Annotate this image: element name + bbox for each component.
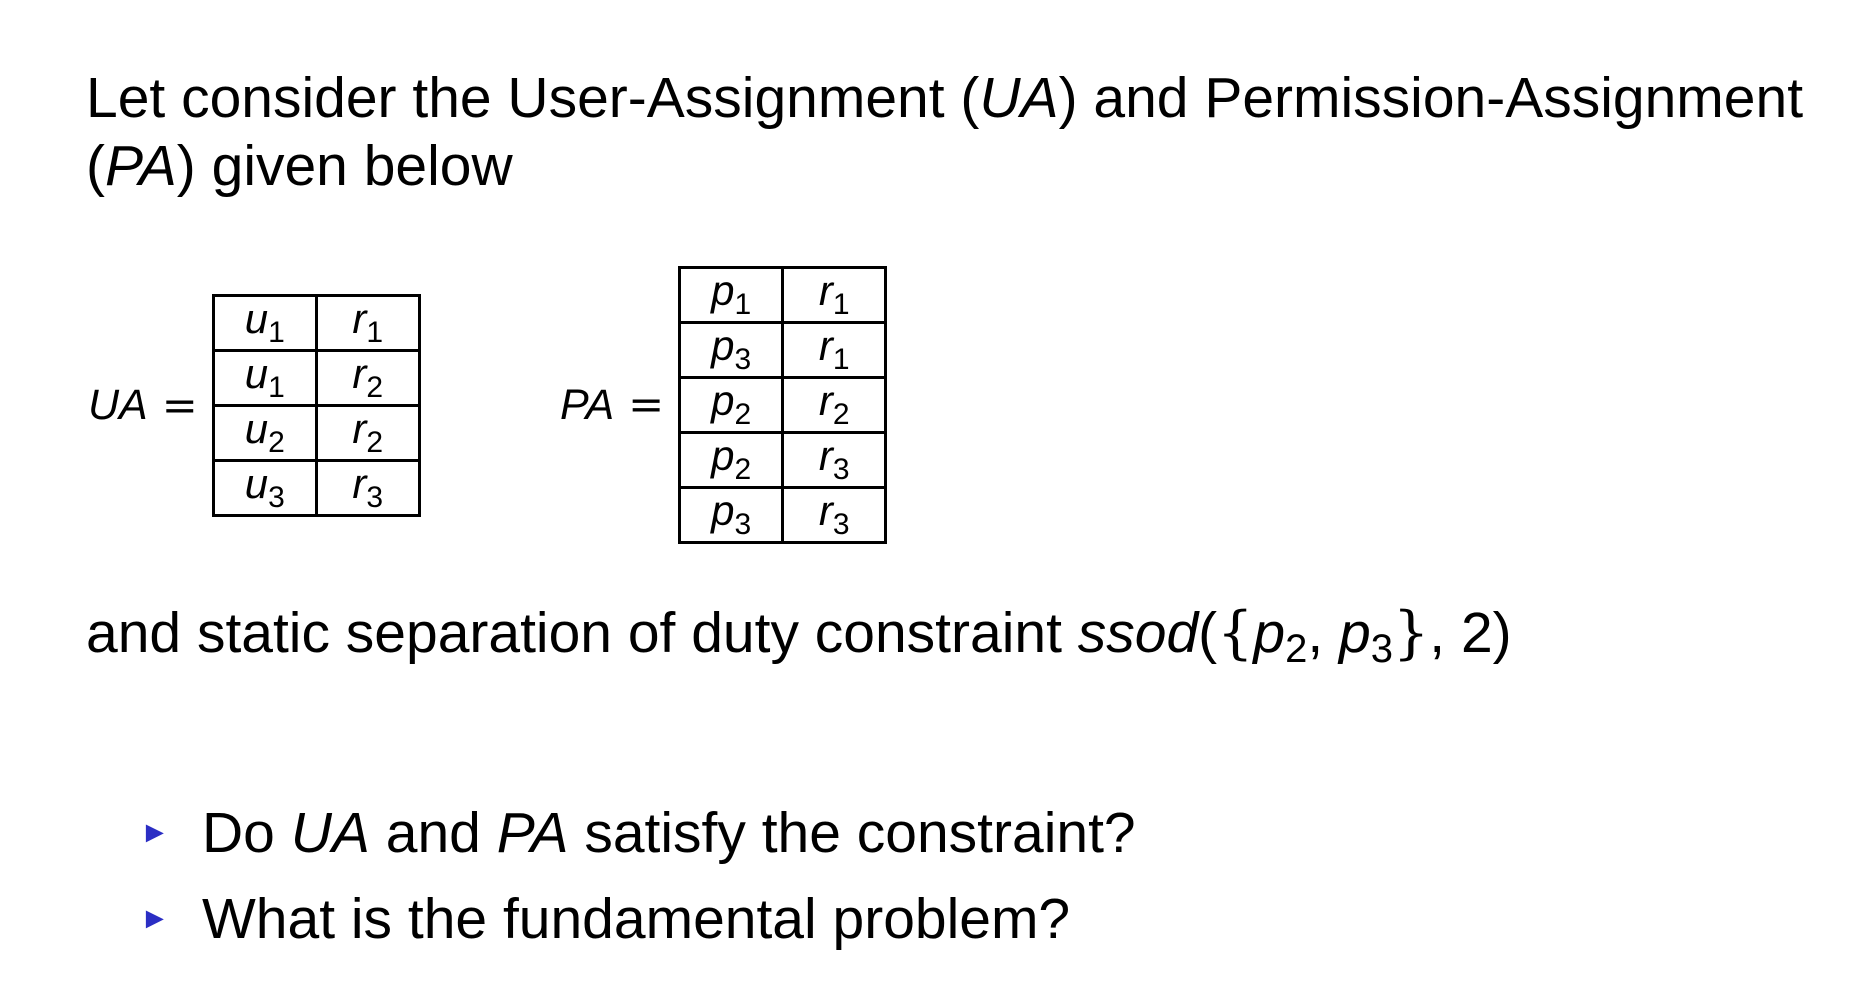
table-row — [680, 488, 886, 543]
table-cell — [680, 488, 783, 543]
ua-table — [212, 294, 421, 517]
cell-subscript: 2 — [832, 398, 850, 431]
table-cell — [783, 488, 886, 543]
table-cell — [680, 268, 783, 323]
cell-subscript: 3 — [832, 453, 850, 486]
cell-subscript: 2 — [734, 398, 752, 431]
table-row — [680, 433, 886, 488]
intro-text-part: ) and Permission-Assignment — [1058, 66, 1804, 130]
table-cell — [680, 378, 783, 433]
cell-symbol: r — [818, 487, 833, 534]
paren-close: ) — [1492, 601, 1512, 665]
table-cell — [680, 433, 783, 488]
cell-subscript: 3 — [832, 508, 850, 541]
triangle-bullet-icon: ► — [140, 816, 170, 849]
pa-relation — [560, 266, 887, 544]
table-row — [680, 268, 886, 323]
brace-close: } — [1393, 600, 1430, 666]
table-cell — [783, 378, 886, 433]
cell-symbol: r — [352, 405, 367, 452]
comma: , — [1307, 601, 1340, 665]
brace-open: { — [1217, 600, 1254, 666]
question-text-part: satisfy the constraint? — [568, 801, 1136, 865]
table-row — [213, 296, 419, 351]
intro-text — [86, 64, 1826, 200]
cell-subscript: 1 — [832, 288, 850, 321]
intro-line-1 — [86, 64, 1826, 132]
ssod-function: ssod — [1077, 601, 1199, 665]
table-cell — [213, 296, 316, 351]
question-text-part: Do — [202, 801, 275, 865]
perm-subscript: 2 — [1285, 627, 1308, 671]
cell-subscript: 3 — [366, 481, 384, 514]
perm-symbol: p — [1339, 601, 1371, 665]
table-row — [213, 461, 419, 516]
cell-symbol: r — [352, 350, 367, 397]
cell-symbol: r — [818, 322, 833, 369]
table-row — [680, 323, 886, 378]
cardinality-number: 2 — [1460, 601, 1493, 665]
perm-subscript: 3 — [1370, 627, 1393, 671]
cell-subscript: 1 — [366, 316, 384, 349]
cell-symbol: p — [711, 487, 735, 534]
table-cell — [213, 461, 316, 516]
cell-symbol: p — [711, 322, 735, 369]
table-cell — [783, 268, 886, 323]
cell-symbol: u — [244, 295, 269, 342]
table-row — [213, 351, 419, 406]
pa-symbol: PA — [104, 134, 177, 198]
table-cell — [680, 323, 783, 378]
constraint-text: and static separation of duty constraint — [86, 601, 1078, 665]
pa-label: PA — [560, 380, 615, 429]
comma: , — [1429, 601, 1461, 665]
table-row — [213, 406, 419, 461]
cell-symbol: r — [818, 267, 833, 314]
cell-symbol: r — [352, 295, 367, 342]
table-cell — [213, 351, 316, 406]
table-cell — [213, 406, 316, 461]
list-item — [140, 876, 1136, 962]
triangle-bullet-icon: ► — [140, 902, 170, 935]
table-cell — [783, 323, 886, 378]
cell-symbol: r — [818, 377, 833, 424]
cell-subscript: 3 — [734, 508, 752, 541]
list-item — [140, 790, 1136, 876]
pa-table — [678, 266, 887, 544]
table-cell — [316, 351, 419, 406]
cell-subscript: 1 — [734, 288, 752, 321]
table-row — [680, 378, 886, 433]
paren-open: ( — [1198, 601, 1218, 665]
pa-symbol: PA — [496, 801, 569, 865]
cell-subscript: 2 — [366, 371, 384, 404]
ua-relation — [88, 294, 421, 517]
cell-symbol: u — [244, 460, 269, 507]
cell-subscript: 1 — [832, 343, 850, 376]
cell-subscript: 2 — [734, 453, 752, 486]
question-text: What is the fundamental problem? — [202, 887, 1071, 951]
cell-symbol: p — [711, 267, 735, 314]
cell-symbol: r — [352, 460, 367, 507]
cell-subscript: 3 — [734, 343, 752, 376]
intro-line-2 — [86, 132, 1826, 200]
intro-text-part: Let consider the User-Assignment ( — [86, 66, 980, 130]
cell-symbol: u — [244, 405, 269, 452]
table-cell — [783, 433, 886, 488]
table-cell — [316, 296, 419, 351]
ua-label: UA — [88, 381, 148, 429]
perm-symbol: p — [1253, 601, 1286, 665]
cell-subscript: 2 — [366, 426, 384, 459]
table-cell — [316, 461, 419, 516]
ua-symbol: UA — [290, 801, 370, 865]
cell-symbol: r — [818, 432, 833, 479]
ssod-constraint — [86, 600, 1512, 672]
ua-equals-sign: = — [161, 380, 198, 431]
cell-symbol: p — [711, 377, 735, 424]
intro-text-part: ( — [86, 134, 105, 198]
cell-subscript: 1 — [268, 316, 285, 349]
table-cell — [316, 406, 419, 461]
question-list — [140, 790, 1136, 962]
cell-subscript: 1 — [268, 371, 285, 404]
cell-subscript: 3 — [268, 481, 285, 514]
cell-subscript: 2 — [268, 426, 285, 459]
pa-equals-sign: = — [628, 380, 665, 430]
cell-symbol: p — [711, 432, 735, 479]
ua-symbol: UA — [979, 66, 1059, 130]
intro-text-part: ) given below — [176, 134, 513, 198]
question-text-part: and — [369, 801, 497, 865]
cell-symbol: u — [244, 350, 269, 397]
